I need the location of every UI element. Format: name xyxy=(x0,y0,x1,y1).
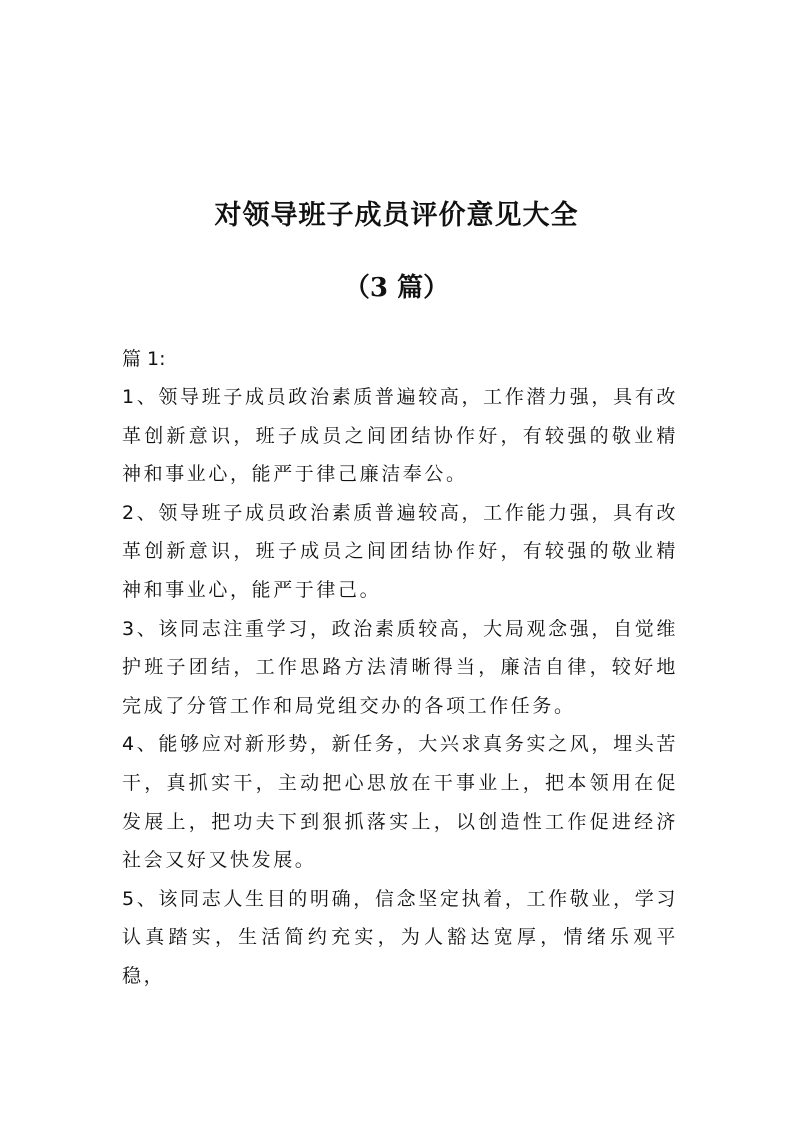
document-body xyxy=(122,340,678,996)
document-subtitle: （3 篇） xyxy=(343,273,450,303)
document-title: 对领导班子成员评价意见大全 xyxy=(214,200,579,231)
paragraph-2: 2、领导班子成员政治素质普遍较高，工作能力强，具有改革创新意识，班子成员之间团结协作好，有较强的敬业精神和事业心，能严于律己。 xyxy=(122,501,678,601)
paragraph-3: 3、该同志注重学习，政治素质较高，大局观念强，自觉维护班子团结，工作思路方法清晰得当，廉洁自律，较好地完成了分管工作和局党组交办的各项工作任务。 xyxy=(122,617,678,717)
paragraph-1: 1、领导班子成员政治素质普遍较高，工作潜力强，具有改革创新意识，班子成员之间团结协作好，有较强的敬业精神和事业心，能严于律己廉洁奉公。 xyxy=(122,386,678,486)
section-label: 篇 1: xyxy=(122,348,166,370)
paragraph-4: 4、能够应对新形势，新任务，大兴求真务实之风，埋头苦干，真抓实干，主动把心思放在干事业上，把本领用在促发展上，把功夫下到狠抓落实上，以创造性工作促进经济社会又好又快发展。 xyxy=(122,733,678,872)
paragraph-5: 5、该同志人生目的明确，信念坚定执着，工作敬业，学习认真踏实，生活简约充实，为人豁达宽厚，情绪乐观平稳， xyxy=(122,887,678,987)
